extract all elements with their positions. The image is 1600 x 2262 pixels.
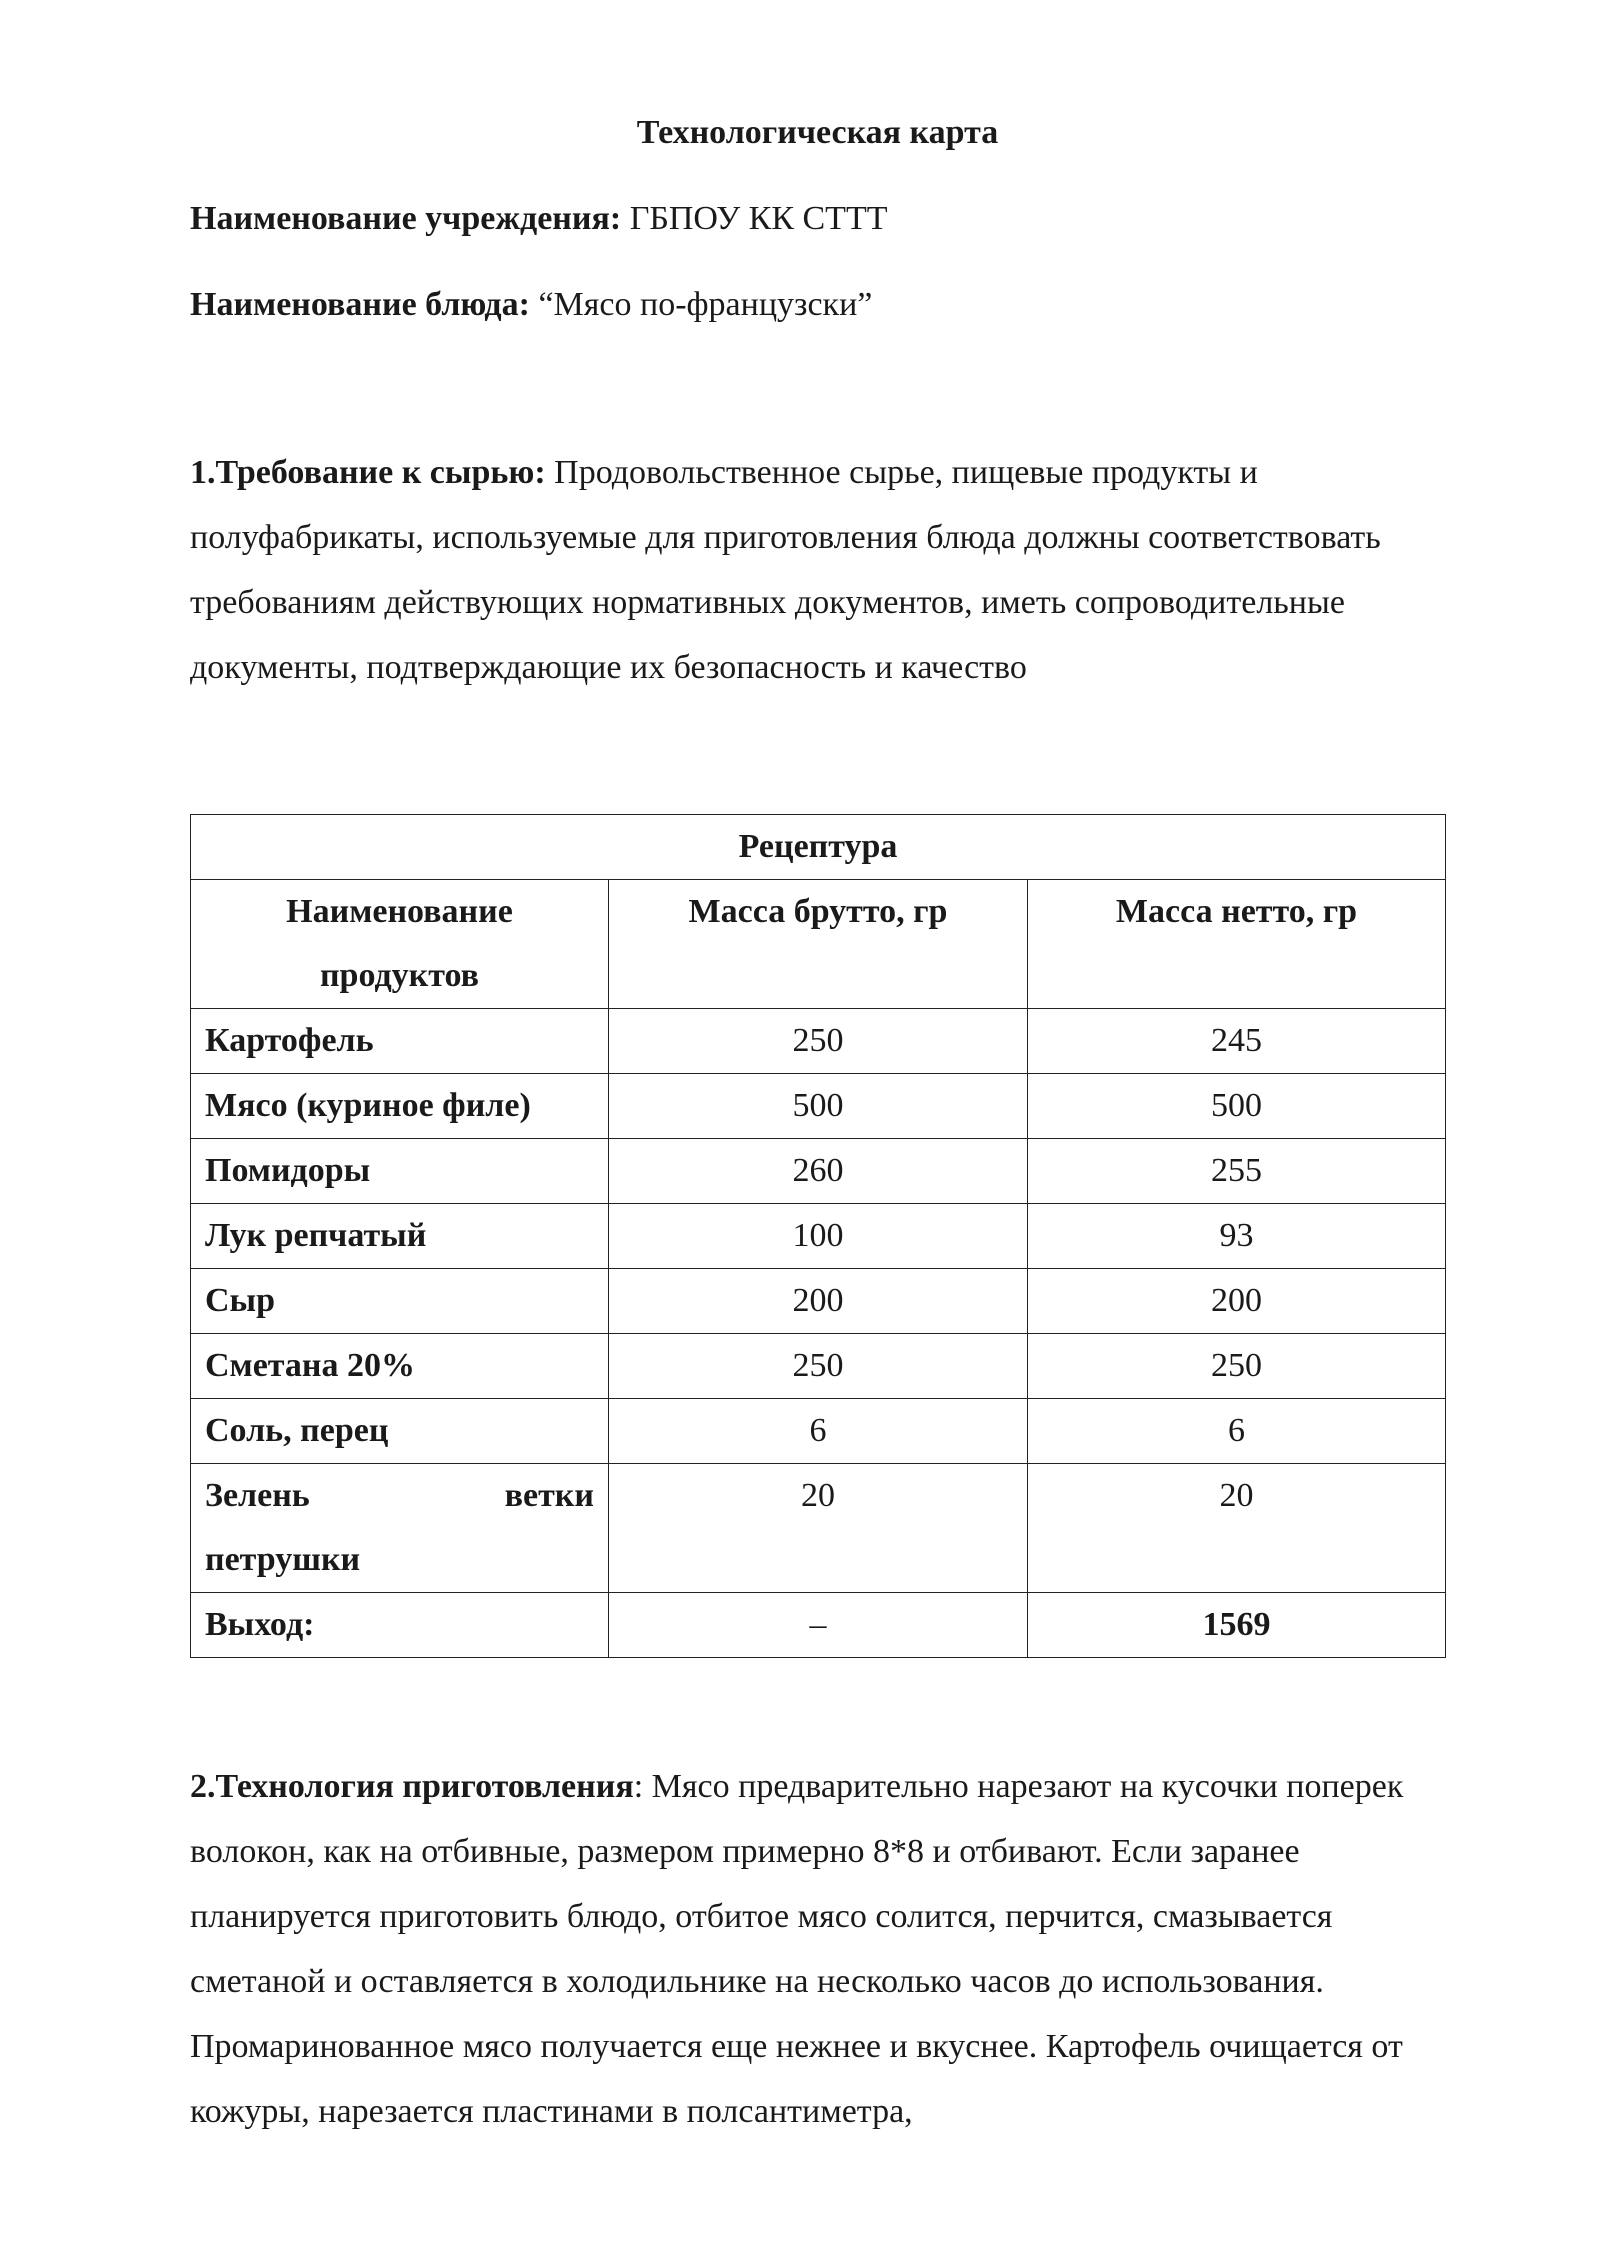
header-gross-weight: Масса брутто, гр	[609, 880, 1028, 1009]
recipe-caption: Рецептура	[191, 815, 1446, 880]
net-value: 6	[1028, 1399, 1446, 1464]
product-name: Соль, перец	[191, 1399, 609, 1464]
table-row	[191, 1399, 1446, 1464]
net-value: 255	[1028, 1139, 1446, 1204]
product-name	[191, 1464, 609, 1593]
cooking-technology-text: : Мясо предварительно нарезают на кусочки поперек волокон, как на отбивные, размером примерно 8*8 и отбивают. Если заранее планируется приготовить блюдо, отбитое мясо солится, перчится, смазывается сметаной и оставляется в холодильнике на несколько часов до использования. Промаринованное мясо получается еще нежнее и вкуснее. Картофель очищается от кожуры, нарезается пластинами в полсантиметра,	[190, 1768, 1404, 2130]
document-title: Технологическая карта	[636, 114, 999, 151]
net-value: 500	[1028, 1074, 1446, 1139]
institution-line	[190, 196, 1445, 242]
net-value: 200	[1028, 1269, 1446, 1334]
header-product-name: Наименование продуктов	[191, 880, 609, 1009]
gross-value: 250	[609, 1334, 1028, 1399]
net-value: 20	[1028, 1464, 1446, 1593]
table-row	[191, 1204, 1446, 1269]
total-row	[191, 1593, 1446, 1658]
table-row	[191, 1269, 1446, 1334]
raw-materials-section	[190, 440, 1445, 700]
table-row	[191, 1009, 1446, 1074]
greens-name-part1: Зелень	[205, 1477, 310, 1514]
gross-value: 20	[609, 1464, 1028, 1593]
table-row	[191, 1074, 1446, 1139]
net-value: 250	[1028, 1334, 1446, 1399]
gross-value: 260	[609, 1139, 1028, 1204]
header-net-weight: Масса нетто, гр	[1028, 880, 1446, 1009]
gross-value: 100	[609, 1204, 1028, 1269]
institution-label: Наименование учреждения:	[190, 200, 622, 237]
greens-name-part2: ветки	[504, 1477, 594, 1514]
table-row	[191, 1464, 1446, 1593]
gross-value: 200	[609, 1269, 1028, 1334]
gross-value: 500	[609, 1074, 1028, 1139]
product-name: Лук репчатый	[191, 1204, 609, 1269]
product-name: Мясо (куриное филе)	[191, 1074, 609, 1139]
raw-materials-label: 1.Требование к сырью:	[190, 454, 546, 491]
net-value: 93	[1028, 1204, 1446, 1269]
table-row	[191, 1334, 1446, 1399]
dish-line	[190, 282, 1445, 328]
cooking-technology-label: 2.Технология приготовления	[190, 1768, 634, 1805]
recipe-table	[190, 814, 1446, 1658]
product-name: Сыр	[191, 1269, 609, 1334]
product-name: Помидоры	[191, 1139, 609, 1204]
product-name: Картофель	[191, 1009, 609, 1074]
cooking-technology-section	[190, 1754, 1445, 2144]
total-net: 1569	[1028, 1593, 1446, 1658]
gross-value: 250	[609, 1009, 1028, 1074]
dish-value: “Мясо по-французски”	[529, 286, 873, 323]
raw-materials-text: Продовольственное сырье, пищевые продукты и полуфабрикаты, используемые для приготовления блюда должны соответствовать требованиям действующих нормативных документов, иметь сопроводительные документы, подтверждающие их безопасность и качество	[190, 454, 1381, 686]
net-value: 245	[1028, 1009, 1446, 1074]
product-name: Сметана 20%	[191, 1334, 609, 1399]
institution-value: ГБПОУ КК СТТТ	[621, 200, 888, 237]
greens-name-first-line	[205, 1464, 594, 1528]
document-page	[190, 110, 1445, 2144]
gross-value: 6	[609, 1399, 1028, 1464]
dish-label: Наименование блюда:	[190, 286, 530, 323]
table-row	[191, 1139, 1446, 1204]
total-gross: –	[609, 1593, 1028, 1658]
total-label: Выход:	[191, 1593, 609, 1658]
greens-name-part3: петрушки	[205, 1541, 361, 1578]
